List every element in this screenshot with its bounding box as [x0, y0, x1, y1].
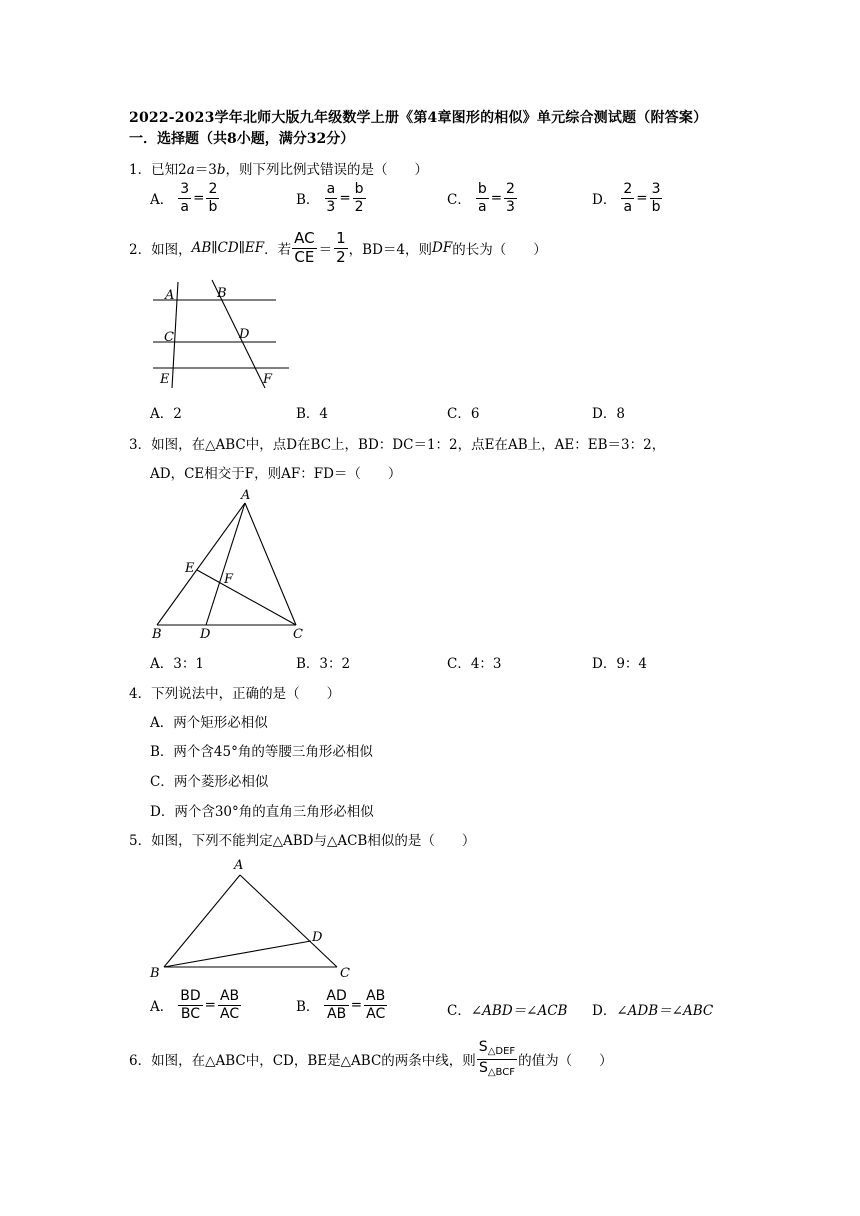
- q3-triangle-figure: [145, 485, 315, 643]
- fraction: $\frac{3}{a}$: [180, 181, 190, 215]
- question-number: 5．: [129, 833, 152, 849]
- label-a: A: [165, 288, 175, 303]
- q5-triangle-figure: [145, 853, 360, 983]
- question-number: 2．: [129, 242, 152, 259]
- label-b: B: [152, 627, 162, 642]
- q1-option-c: C． $\frac{b}{a}$ = $\frac{2}{3}$: [447, 181, 515, 215]
- label-e: E: [160, 372, 170, 387]
- label-b: B: [217, 286, 227, 301]
- q2-option-c: C．6: [447, 406, 480, 422]
- q3-option-c: C．4：3: [447, 656, 502, 672]
- question-5-stem: 5．如图，下列不能判定△ABD与△ACB相似的是（ ）: [129, 833, 476, 849]
- section-heading: 一．选择题（共8小题，满分32分）: [129, 131, 355, 147]
- question-1-stem: 1．已知2a＝3b，则下列比例式错误的是（ ）: [129, 162, 428, 178]
- fraction: $\frac{AC}{CE}$: [294, 229, 315, 266]
- fraction: $\frac{3}{b}$: [651, 181, 661, 215]
- q2-option-d: D．8: [592, 406, 625, 422]
- fraction: $\frac{2}{3}$: [506, 181, 515, 215]
- q2-option-a: A．2: [150, 406, 182, 422]
- q3-option-b: B．3：2: [296, 656, 351, 672]
- question-3-line-1: 3．如图，在△ABC中，点D在BC上，BD：DC＝1：2，点E在AB上，AE：EB＝3：2，: [129, 437, 666, 453]
- label-c: C: [164, 330, 174, 345]
- fraction: $\frac{2}{b}$: [208, 181, 218, 215]
- label-a: A: [241, 488, 251, 503]
- question-3-line-2: AD，CE相交于F，则AF：FD＝（ ）: [150, 466, 402, 482]
- fraction: $\frac{AB}{AC}$: [366, 988, 386, 1022]
- label-a: A: [234, 858, 244, 873]
- q1-option-a: A． $\frac{3}{a}$ = $\frac{2}{b}$: [150, 181, 218, 215]
- q4-option-a: A．两个矩形必相似: [150, 715, 268, 731]
- fraction: $\frac{1}{2}$: [336, 229, 346, 266]
- label-d: D: [239, 327, 250, 342]
- fraction: $\frac{AD}{AB}$: [326, 988, 347, 1022]
- fraction: $\frac{b}{2}$: [354, 181, 364, 215]
- q2-parallel-lines-figure: [145, 278, 300, 393]
- q4-option-b: B．两个含45°角的等腰三角形必相似: [150, 744, 373, 760]
- fraction: $\frac{BD}{BC}$: [180, 988, 201, 1022]
- question-number: 3．: [129, 437, 152, 453]
- fraction: $\frac{b}{a}$: [477, 181, 487, 215]
- q5-option-d: D．∠ADB＝∠ABC: [592, 1003, 714, 1019]
- label-d: D: [312, 930, 323, 945]
- area-ratio-fraction: $\frac{S_{\triangle DEF}}{S_{\triangle BCF}}$: [478, 1039, 516, 1078]
- label-d: D: [200, 627, 211, 642]
- fraction: $\frac{AB}{AC}$: [219, 988, 240, 1022]
- fraction: $\frac{2}{a}$: [623, 181, 633, 215]
- label-f: F: [263, 372, 273, 387]
- q5-option-a: A． $\frac{BD}{BC}$ = $\frac{AB}{AC}$: [150, 988, 240, 1022]
- q2-option-b: B．4: [296, 406, 329, 422]
- question-number: 6．: [129, 1053, 152, 1069]
- question-number: 4．: [129, 686, 152, 702]
- question-4-stem: 4．下列说法中，正确的是（ ）: [129, 686, 341, 702]
- q1-option-b: B． $\frac{a}{3}$ = $\frac{b}{2}$: [296, 181, 364, 215]
- q3-option-a: A．3：1: [150, 656, 204, 672]
- q3-option-d: D．9：4: [592, 656, 648, 672]
- q1-option-d: D． $\frac{2}{a}$ = $\frac{3}{b}$: [592, 181, 661, 215]
- q4-option-d: D．两个含30°角的直角三角形必相似: [150, 804, 374, 820]
- document-title: 2022-2023学年北师大版九年级数学上册《第4章图形的相似》单元综合测试题（附答案）: [129, 110, 708, 126]
- question-number: 1．: [129, 162, 152, 178]
- question-6-stem: 6． 如图，在△ABC中，CD，BE是△ABC的两条中线，则 $\frac{S_{\triangle DEF}}{S_{\triangle BCF}}$ 的值为（ ）: [129, 1039, 613, 1078]
- fraction: $\frac{a}{3}$: [326, 181, 336, 215]
- label-b: B: [150, 966, 160, 981]
- label-e: E: [185, 561, 195, 576]
- q5-option-c: C．∠ABD＝∠ACB: [447, 1003, 568, 1019]
- label-f: F: [224, 572, 234, 587]
- q5-option-b: B． $\frac{AD}{AB}$ = $\frac{AB}{AC}$: [296, 988, 386, 1022]
- label-c: C: [293, 627, 303, 642]
- label-c: C: [340, 966, 350, 981]
- q4-option-c: C．两个菱形必相似: [150, 774, 269, 790]
- question-2-stem: 2． 如图， AB∥CD∥EF ．若 $\frac{AC}{CE}$ ＝ $\frac{1}{2}$ ，BD＝4，则 DF 的长为（ ）: [129, 229, 547, 266]
